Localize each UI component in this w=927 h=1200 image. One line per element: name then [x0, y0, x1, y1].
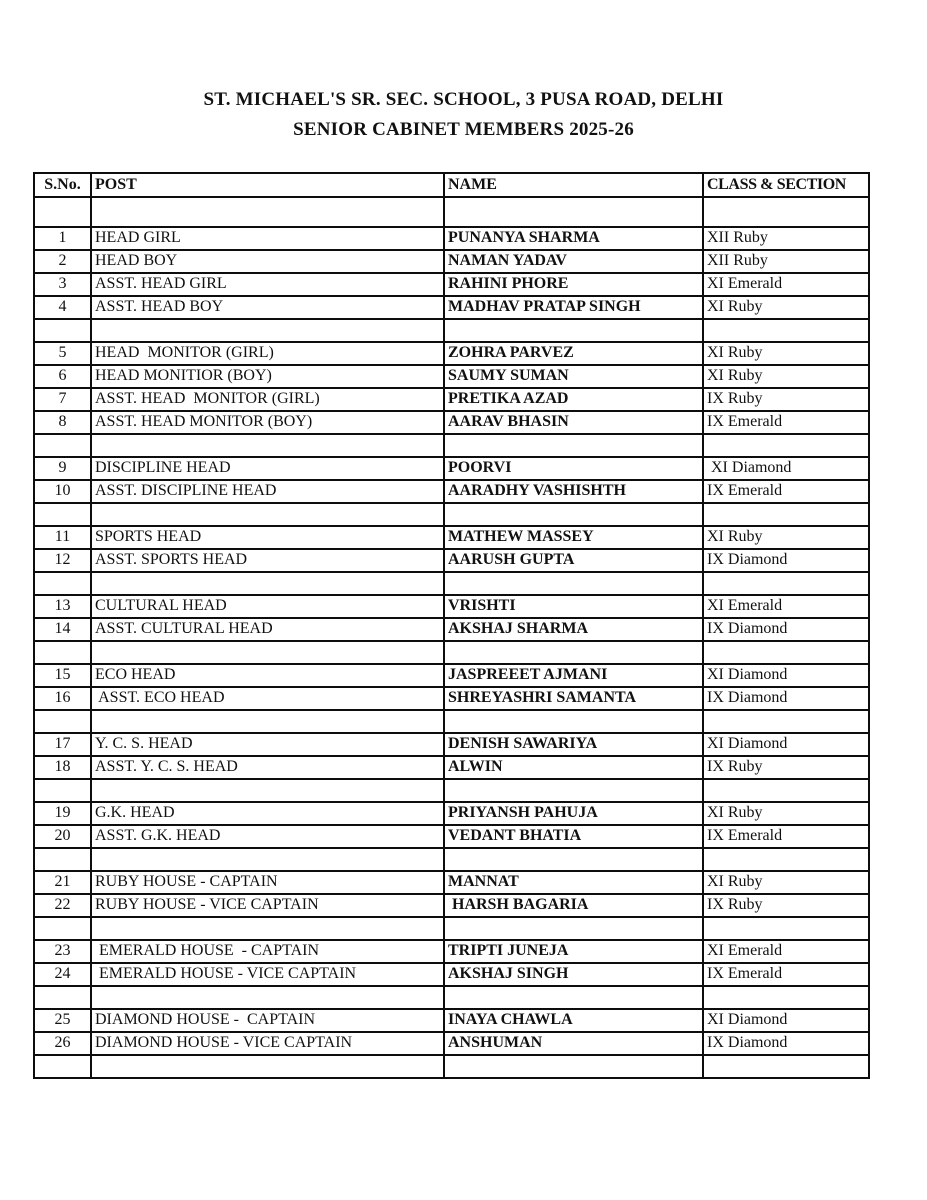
- cell-post: ASST. CULTURAL HEAD: [91, 618, 444, 641]
- empty-cell: [444, 197, 703, 227]
- table-row: [34, 273, 869, 296]
- table-row: [34, 664, 869, 687]
- cell-name: PRIYANSH PAHUJA: [444, 802, 703, 825]
- cell-name: TRIPTI JUNEJA: [444, 940, 703, 963]
- cell-name: NAMAN YADAV: [444, 250, 703, 273]
- table-row: [34, 1032, 869, 1055]
- empty-cell: [444, 779, 703, 802]
- cell-sno: 13: [34, 595, 91, 618]
- cell-class-section: IX Emerald: [703, 825, 869, 848]
- cell-name: SHREYASHRI SAMANTA: [444, 687, 703, 710]
- cell-post: ECO HEAD: [91, 664, 444, 687]
- cell-name: RAHINI PHORE: [444, 273, 703, 296]
- cell-name: PUNANYA SHARMA: [444, 227, 703, 250]
- cell-sno: 18: [34, 756, 91, 779]
- spacer-row: [34, 641, 869, 664]
- cell-name: HARSH BAGARIA: [444, 894, 703, 917]
- cell-sno: 15: [34, 664, 91, 687]
- cell-sno: 6: [34, 365, 91, 388]
- empty-cell: [91, 779, 444, 802]
- spacer-row: [34, 572, 869, 595]
- empty-cell: [91, 710, 444, 733]
- cell-sno: 3: [34, 273, 91, 296]
- empty-cell: [34, 572, 91, 595]
- cell-class-section: IX Diamond: [703, 687, 869, 710]
- empty-cell: [703, 641, 869, 664]
- empty-cell: [34, 710, 91, 733]
- cell-class-section: IX Emerald: [703, 411, 869, 434]
- cell-class-section: XI Emerald: [703, 940, 869, 963]
- cell-sno: 21: [34, 871, 91, 894]
- empty-cell: [703, 572, 869, 595]
- empty-cell: [444, 641, 703, 664]
- header-row: [34, 173, 869, 197]
- empty-cell: [444, 917, 703, 940]
- page-subtitle: SENIOR CABINET MEMBERS 2025-26: [293, 119, 634, 140]
- cell-post: G.K. HEAD: [91, 802, 444, 825]
- empty-cell: [34, 1055, 91, 1078]
- empty-cell: [444, 503, 703, 526]
- column-header-post: POST: [91, 173, 444, 197]
- cell-post: ASST. ECO HEAD: [91, 687, 444, 710]
- empty-cell: [444, 572, 703, 595]
- empty-cell: [34, 779, 91, 802]
- cell-post: ASST. HEAD MONITOR (GIRL): [91, 388, 444, 411]
- table-row: [34, 411, 869, 434]
- table-row: [34, 296, 869, 319]
- empty-cell: [703, 434, 869, 457]
- cell-sno: 24: [34, 963, 91, 986]
- empty-cell: [91, 641, 444, 664]
- cell-class-section: IX Diamond: [703, 549, 869, 572]
- table-row: [34, 250, 869, 273]
- cell-name: DENISH SAWARIYA: [444, 733, 703, 756]
- cell-class-section: IX Ruby: [703, 756, 869, 779]
- table-row: [34, 342, 869, 365]
- table-row: [34, 1009, 869, 1032]
- cell-name: AARADHY VASHISHTH: [444, 480, 703, 503]
- cell-sno: 4: [34, 296, 91, 319]
- empty-cell: [91, 434, 444, 457]
- table-row: [34, 480, 869, 503]
- table-row: [34, 618, 869, 641]
- cell-post: DIAMOND HOUSE - VICE CAPTAIN: [91, 1032, 444, 1055]
- cell-sno: 22: [34, 894, 91, 917]
- cell-class-section: XI Diamond: [703, 1009, 869, 1032]
- empty-cell: [703, 710, 869, 733]
- empty-cell: [91, 917, 444, 940]
- empty-cell: [91, 1055, 444, 1078]
- table-row: [34, 227, 869, 250]
- cell-sno: 17: [34, 733, 91, 756]
- empty-cell: [34, 503, 91, 526]
- empty-cell: [703, 917, 869, 940]
- table-row: [34, 526, 869, 549]
- empty-cell: [34, 917, 91, 940]
- spacer-row: [34, 779, 869, 802]
- cell-class-section: XI Diamond: [703, 457, 869, 480]
- cell-name: ZOHRA PARVEZ: [444, 342, 703, 365]
- table-row: [34, 457, 869, 480]
- cell-sno: 1: [34, 227, 91, 250]
- cell-post: ASST. Y. C. S. HEAD: [91, 756, 444, 779]
- table-row: [34, 365, 869, 388]
- empty-cell: [34, 986, 91, 1009]
- cell-post: EMERALD HOUSE - CAPTAIN: [91, 940, 444, 963]
- empty-cell: [34, 319, 91, 342]
- table-row: [34, 687, 869, 710]
- empty-cell: [703, 986, 869, 1009]
- cell-class-section: XI Ruby: [703, 365, 869, 388]
- empty-cell: [703, 779, 869, 802]
- spacer-row: [34, 986, 869, 1009]
- cell-sno: 20: [34, 825, 91, 848]
- empty-cell: [91, 572, 444, 595]
- cell-post: RUBY HOUSE - CAPTAIN: [91, 871, 444, 894]
- cell-name: PRETIKA AZAD: [444, 388, 703, 411]
- cell-class-section: IX Diamond: [703, 618, 869, 641]
- spacer-row: [34, 848, 869, 871]
- table-row: [34, 549, 869, 572]
- empty-cell: [91, 319, 444, 342]
- cell-name: ALWIN: [444, 756, 703, 779]
- cell-post: HEAD GIRL: [91, 227, 444, 250]
- cell-sno: 19: [34, 802, 91, 825]
- cell-post: ASST. G.K. HEAD: [91, 825, 444, 848]
- cell-sno: 9: [34, 457, 91, 480]
- cell-class-section: IX Emerald: [703, 963, 869, 986]
- cell-post: HEAD MONITIOR (BOY): [91, 365, 444, 388]
- page-title: ST. MICHAEL'S SR. SEC. SCHOOL, 3 PUSA ROAD, DELHI: [203, 89, 724, 110]
- empty-cell: [91, 503, 444, 526]
- cell-post: SPORTS HEAD: [91, 526, 444, 549]
- empty-cell: [34, 641, 91, 664]
- empty-cell: [444, 848, 703, 871]
- table-row: [34, 595, 869, 618]
- table-row: [34, 388, 869, 411]
- cell-post: EMERALD HOUSE - VICE CAPTAIN: [91, 963, 444, 986]
- cell-class-section: IX Emerald: [703, 480, 869, 503]
- cell-name: AKSHAJ SINGH: [444, 963, 703, 986]
- cell-sno: 10: [34, 480, 91, 503]
- cell-post: HEAD BOY: [91, 250, 444, 273]
- table-body: [34, 197, 869, 1078]
- cell-name: POORVI: [444, 457, 703, 480]
- spacer-row: [34, 503, 869, 526]
- cell-post: ASST. SPORTS HEAD: [91, 549, 444, 572]
- column-header-name: NAME: [444, 173, 703, 197]
- cell-sno: 8: [34, 411, 91, 434]
- spacer-row: [34, 197, 869, 227]
- cell-class-section: IX Diamond: [703, 1032, 869, 1055]
- cell-name: JASPREEET AJMANI: [444, 664, 703, 687]
- cell-class-section: IX Ruby: [703, 388, 869, 411]
- cell-name: INAYA CHAWLA: [444, 1009, 703, 1032]
- empty-cell: [444, 710, 703, 733]
- empty-cell: [34, 197, 91, 227]
- cell-name: MADHAV PRATAP SINGH: [444, 296, 703, 319]
- cell-class-section: XI Diamond: [703, 664, 869, 687]
- cell-post: ASST. HEAD MONITOR (BOY): [91, 411, 444, 434]
- empty-cell: [91, 197, 444, 227]
- empty-cell: [703, 197, 869, 227]
- cell-class-section: XI Emerald: [703, 595, 869, 618]
- cell-sno: 16: [34, 687, 91, 710]
- cell-post: Y. C. S. HEAD: [91, 733, 444, 756]
- cell-name: SAUMY SUMAN: [444, 365, 703, 388]
- cell-class-section: XI Diamond: [703, 733, 869, 756]
- table-row: [34, 825, 869, 848]
- empty-cell: [34, 434, 91, 457]
- empty-cell: [91, 986, 444, 1009]
- cell-class-section: XI Ruby: [703, 342, 869, 365]
- cell-name: MATHEW MASSEY: [444, 526, 703, 549]
- spacer-row: [34, 434, 869, 457]
- spacer-row: [34, 1055, 869, 1078]
- cell-class-section: XII Ruby: [703, 227, 869, 250]
- empty-cell: [444, 434, 703, 457]
- cell-post: DIAMOND HOUSE - CAPTAIN: [91, 1009, 444, 1032]
- table-row: [34, 733, 869, 756]
- cell-sno: 14: [34, 618, 91, 641]
- empty-cell: [703, 319, 869, 342]
- cell-class-section: XI Ruby: [703, 296, 869, 319]
- cell-class-section: IX Ruby: [703, 894, 869, 917]
- empty-cell: [703, 503, 869, 526]
- cell-name: VEDANT BHATIA: [444, 825, 703, 848]
- empty-cell: [703, 1055, 869, 1078]
- table-row: [34, 802, 869, 825]
- empty-cell: [34, 848, 91, 871]
- cell-class-section: XII Ruby: [703, 250, 869, 273]
- cell-sno: 5: [34, 342, 91, 365]
- cell-name: ANSHUMAN: [444, 1032, 703, 1055]
- cell-class-section: XI Ruby: [703, 526, 869, 549]
- cell-name: AARUSH GUPTA: [444, 549, 703, 572]
- cell-sno: 23: [34, 940, 91, 963]
- cell-post: RUBY HOUSE - VICE CAPTAIN: [91, 894, 444, 917]
- table-row: [34, 963, 869, 986]
- cell-post: DISCIPLINE HEAD: [91, 457, 444, 480]
- cell-name: AARAV BHASIN: [444, 411, 703, 434]
- empty-cell: [91, 848, 444, 871]
- cell-sno: 25: [34, 1009, 91, 1032]
- cell-post: ASST. HEAD BOY: [91, 296, 444, 319]
- empty-cell: [703, 848, 869, 871]
- cabinet-members-table: [33, 172, 870, 1079]
- cell-name: MANNAT: [444, 871, 703, 894]
- cell-name: VRISHTI: [444, 595, 703, 618]
- cell-class-section: XI Ruby: [703, 802, 869, 825]
- table-row: [34, 940, 869, 963]
- table-row: [34, 871, 869, 894]
- cell-name: AKSHAJ SHARMA: [444, 618, 703, 641]
- cell-post: ASST. DISCIPLINE HEAD: [91, 480, 444, 503]
- empty-cell: [444, 1055, 703, 1078]
- spacer-row: [34, 319, 869, 342]
- cell-class-section: XI Emerald: [703, 273, 869, 296]
- cell-sno: 7: [34, 388, 91, 411]
- cell-sno: 12: [34, 549, 91, 572]
- empty-cell: [444, 319, 703, 342]
- empty-cell: [444, 986, 703, 1009]
- spacer-row: [34, 917, 869, 940]
- cell-class-section: XI Ruby: [703, 871, 869, 894]
- cell-sno: 11: [34, 526, 91, 549]
- spacer-row: [34, 710, 869, 733]
- cell-post: CULTURAL HEAD: [91, 595, 444, 618]
- cell-sno: 2: [34, 250, 91, 273]
- cell-sno: 26: [34, 1032, 91, 1055]
- table-row: [34, 756, 869, 779]
- cell-post: HEAD MONITOR (GIRL): [91, 342, 444, 365]
- table-row: [34, 894, 869, 917]
- column-header-sno: S.No.: [34, 173, 91, 197]
- column-header-class-section: CLASS & SECTION: [703, 173, 869, 197]
- cell-post: ASST. HEAD GIRL: [91, 273, 444, 296]
